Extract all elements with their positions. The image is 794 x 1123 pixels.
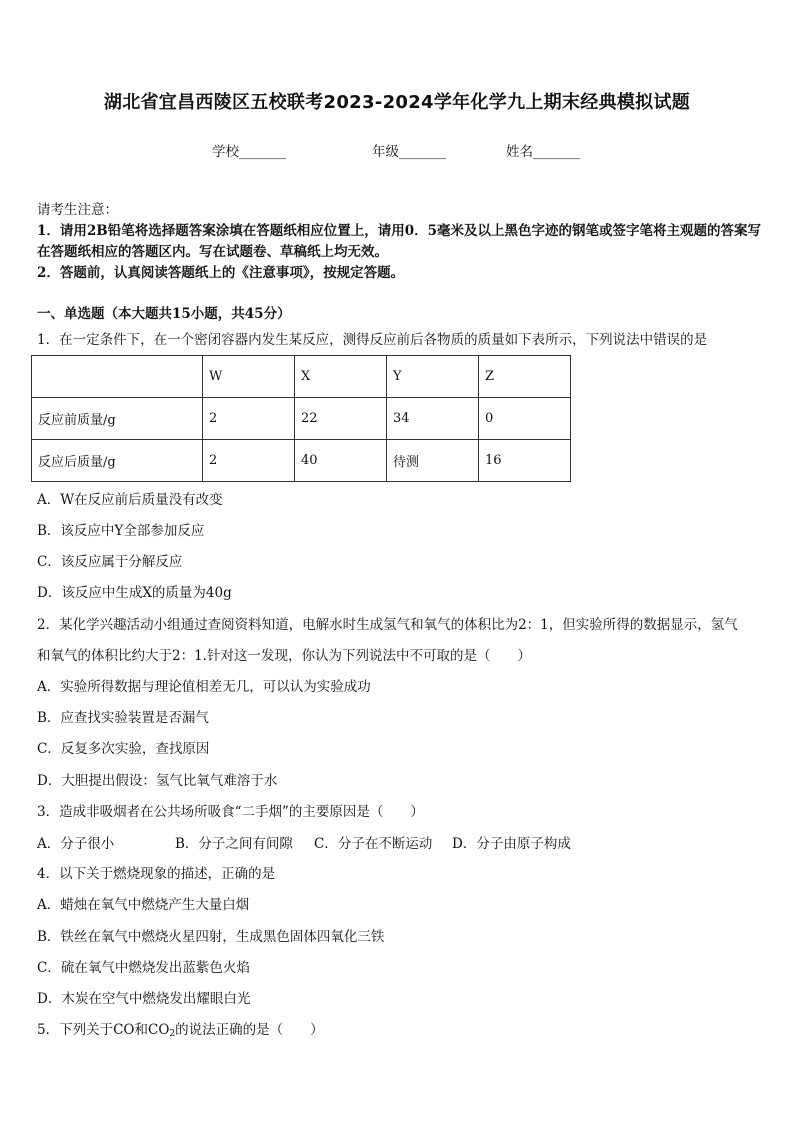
q4-option-a[interactable]: A．蜡烛在氧气中燃烧产生大量白烟 xyxy=(37,897,250,913)
table-row xyxy=(32,440,571,482)
q2-option-c[interactable]: C．反复多次实验，查找原因 xyxy=(37,741,210,757)
q4-option-b[interactable]: B．铁丝在氧气中燃烧火星四射，生成黑色固体四氧化三铁 xyxy=(37,929,385,945)
table-row xyxy=(32,398,571,440)
q1-option-c[interactable]: C．该反应属于分解反应 xyxy=(37,554,183,570)
q4-option-d[interactable]: D．木炭在空气中燃烧发出耀眼白光 xyxy=(37,991,251,1007)
school-field[interactable]: 学校_______ xyxy=(212,144,287,160)
q5-stem-part-a: 5．下列关于CO和CO xyxy=(37,1022,170,1038)
notice-block xyxy=(37,200,762,284)
table-cell: 2 xyxy=(203,440,295,482)
q4-option-c[interactable]: C．硫在氧气中燃烧发出蓝紫色火焰 xyxy=(37,960,250,976)
q5-subscript: 2 xyxy=(169,1029,176,1039)
q1-option-a[interactable]: A．W在反应前后质量没有改变 xyxy=(37,492,223,508)
table-header-row xyxy=(32,356,571,398)
table-cell: 22 xyxy=(295,398,387,440)
q3-option-c[interactable]: C．分子在不断运动 xyxy=(314,836,433,852)
q5-stem-part-b: 的说法正确的是（ ） xyxy=(175,1022,324,1038)
question-3-stem: 3．造成非吸烟者在公共场所吸食“二手烟”的主要原因是（ ） xyxy=(37,804,424,820)
q3-options-row xyxy=(37,834,762,855)
table-cell: 待测 xyxy=(387,440,479,482)
q3-option-d[interactable]: D．分子由原子构成 xyxy=(452,836,571,852)
notice-item-1: 1．请用2B铅笔将选择题答案涂填在答题纸相应位置上，请用0．5毫米及以上黑色字迹的钢笔或签字笔将主观题的答案写在答题纸相应的答题区内。写在试题卷、草稿纸上均无效。 xyxy=(37,223,761,260)
question-4-stem: 4．以下关于燃烧现象的描述，正确的是 xyxy=(37,866,276,882)
table-cell: 34 xyxy=(387,398,479,440)
table-cell: 2 xyxy=(203,398,295,440)
grade-field[interactable]: 年级_______ xyxy=(372,144,447,160)
notice-heading: 请考生注意： xyxy=(37,202,118,218)
table-cell: Z xyxy=(479,356,571,398)
table-cell: X xyxy=(295,356,387,398)
q3-option-b[interactable]: B．分子之间有间隙 xyxy=(175,836,293,852)
q2-option-b[interactable]: B．应查找实验装置是否漏气 xyxy=(37,710,209,726)
question-2-stem-line1: 2．某化学兴趣活动小组通过查阅资料知道，电解水时生成氢气和氧气的体积比为2：1，但实验所得的数据显示，氢气 xyxy=(37,617,738,633)
table-cell: 16 xyxy=(479,440,571,482)
mass-table xyxy=(31,355,571,482)
table-cell xyxy=(32,356,203,398)
q3-option-a[interactable]: A．分子很小 xyxy=(37,836,115,852)
question-5-stem xyxy=(37,1020,762,1045)
table-cell: Y xyxy=(387,356,479,398)
table-cell: W xyxy=(203,356,295,398)
q1-option-d[interactable]: D．该反应中生成X的质量为40g xyxy=(37,585,232,601)
q1-option-b[interactable]: B．该反应中Y全部参加反应 xyxy=(37,523,205,539)
table-cell: 0 xyxy=(479,398,571,440)
question-1-stem: 1．在一定条件下，在一个密闭容器内发生某反应，测得反应前后各物质的质量如下表所示，下列说法中错误的是 xyxy=(37,332,708,348)
section-heading: 一、单选题（本大题共15小题，共45分） xyxy=(37,306,291,322)
table-cell: 反应前质量/g xyxy=(32,398,203,440)
notice-item-2: 2．答题前，认真阅读答题纸上的《注意事项》，按规定答题。 xyxy=(37,265,405,281)
question-2-stem-line2: 和氧气的体积比约大于2：1.针对这一发现，你认为下列说法中不可取的是（ ） xyxy=(37,648,531,664)
table-cell: 反应后质量/g xyxy=(32,440,203,482)
name-field[interactable]: 姓名_______ xyxy=(506,144,581,160)
exam-title: 湖北省宜昌西陵区五校联考2023-2024学年化学九上期末经典模拟试题 xyxy=(103,92,691,113)
q2-option-d[interactable]: D．大胆提出假设：氢气比氧气难溶于水 xyxy=(37,773,278,789)
q2-option-a[interactable]: A．实验所得数据与理论值相差无几，可以认为实验成功 xyxy=(37,679,371,695)
table-cell: 40 xyxy=(295,440,387,482)
